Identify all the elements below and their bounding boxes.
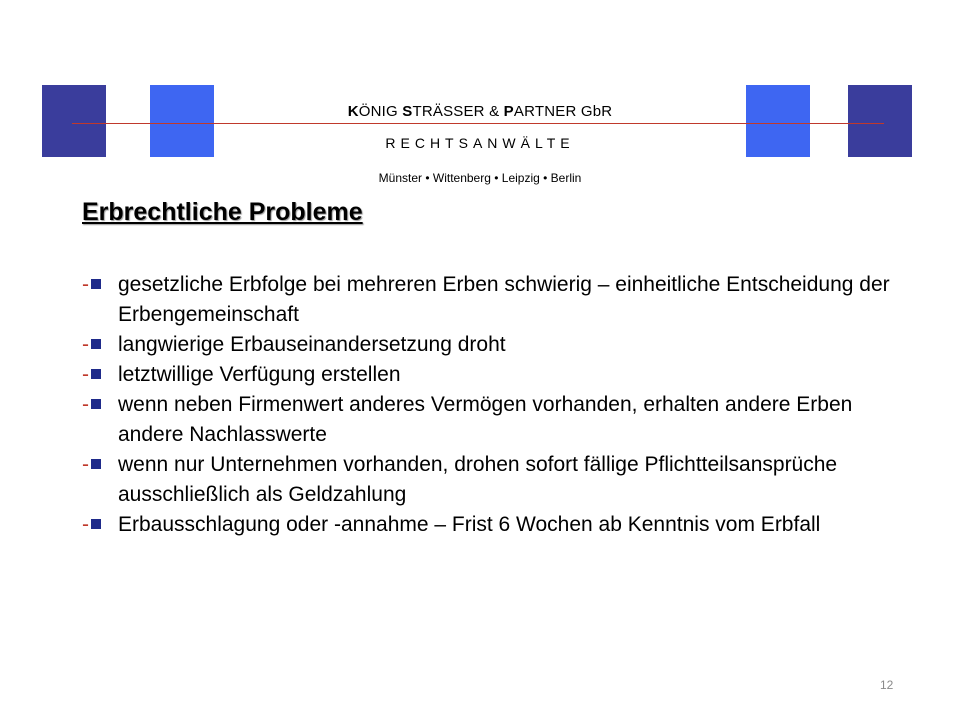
- bullet-marker-icon: -: [82, 270, 101, 300]
- firm-cities: Münster • Wittenberg • Leipzig • Berlin: [378, 171, 582, 185]
- firm-name-initial-p: P: [503, 103, 514, 120]
- bullet-marker-icon: -: [82, 390, 101, 420]
- firm-name-part-1: ÖNIG: [358, 103, 403, 120]
- logo-square-left-outer: [42, 85, 106, 157]
- list-item: [82, 330, 902, 360]
- bullet-text: gesetzliche Erbfolge bei mehreren Erben schwierig – einheitliche Entscheidung der Erbengemeinschaft: [118, 273, 890, 326]
- bullet-list: [82, 270, 902, 540]
- slide-title: Erbrechtliche Probleme: [82, 198, 363, 226]
- bullet-marker-icon: -: [82, 360, 101, 390]
- firm-name-part-3: ARTNER GbR: [513, 103, 613, 120]
- bullet-text: wenn nur Unternehmen vorhanden, drohen sofort fällige Pflichtteilsansprüche ausschließlich als Geldzahlung: [118, 453, 838, 506]
- firm-name-initial-s: S: [402, 103, 413, 120]
- bullet-marker-icon: -: [82, 450, 101, 480]
- page-number: 12: [880, 678, 894, 692]
- list-item: [82, 360, 902, 390]
- header-rule: [72, 123, 884, 124]
- bullet-text: Erbausschlagung oder -annahme – Frist 6 Wochen ab Kenntnis vom Erbfall: [118, 513, 821, 536]
- list-item: [82, 510, 902, 540]
- logo-square-right-inner: [746, 85, 810, 157]
- firm-name-part-2: TRÄSSER &: [412, 103, 504, 120]
- firm-name: [214, 103, 746, 120]
- firm-name-initial-k: K: [347, 103, 359, 120]
- list-item: [82, 270, 902, 330]
- list-item: [82, 390, 902, 450]
- bullet-text: wenn neben Firmenwert anderes Vermögen vorhanden, erhalten andere Erben andere Nachlasswerte: [118, 393, 853, 446]
- bullet-marker-icon: -: [82, 510, 101, 540]
- bullet-marker-icon: -: [82, 330, 101, 360]
- bullet-text: langwierige Erbauseinandersetzung droht: [118, 333, 506, 356]
- bullet-text: letztwillige Verfügung erstellen: [118, 363, 401, 386]
- logo-square-right-outer: [848, 85, 912, 157]
- logo-square-left-inner: [150, 85, 214, 157]
- list-item: [82, 450, 902, 510]
- firm-subtitle: RECHTSANWÄLTE: [385, 135, 575, 151]
